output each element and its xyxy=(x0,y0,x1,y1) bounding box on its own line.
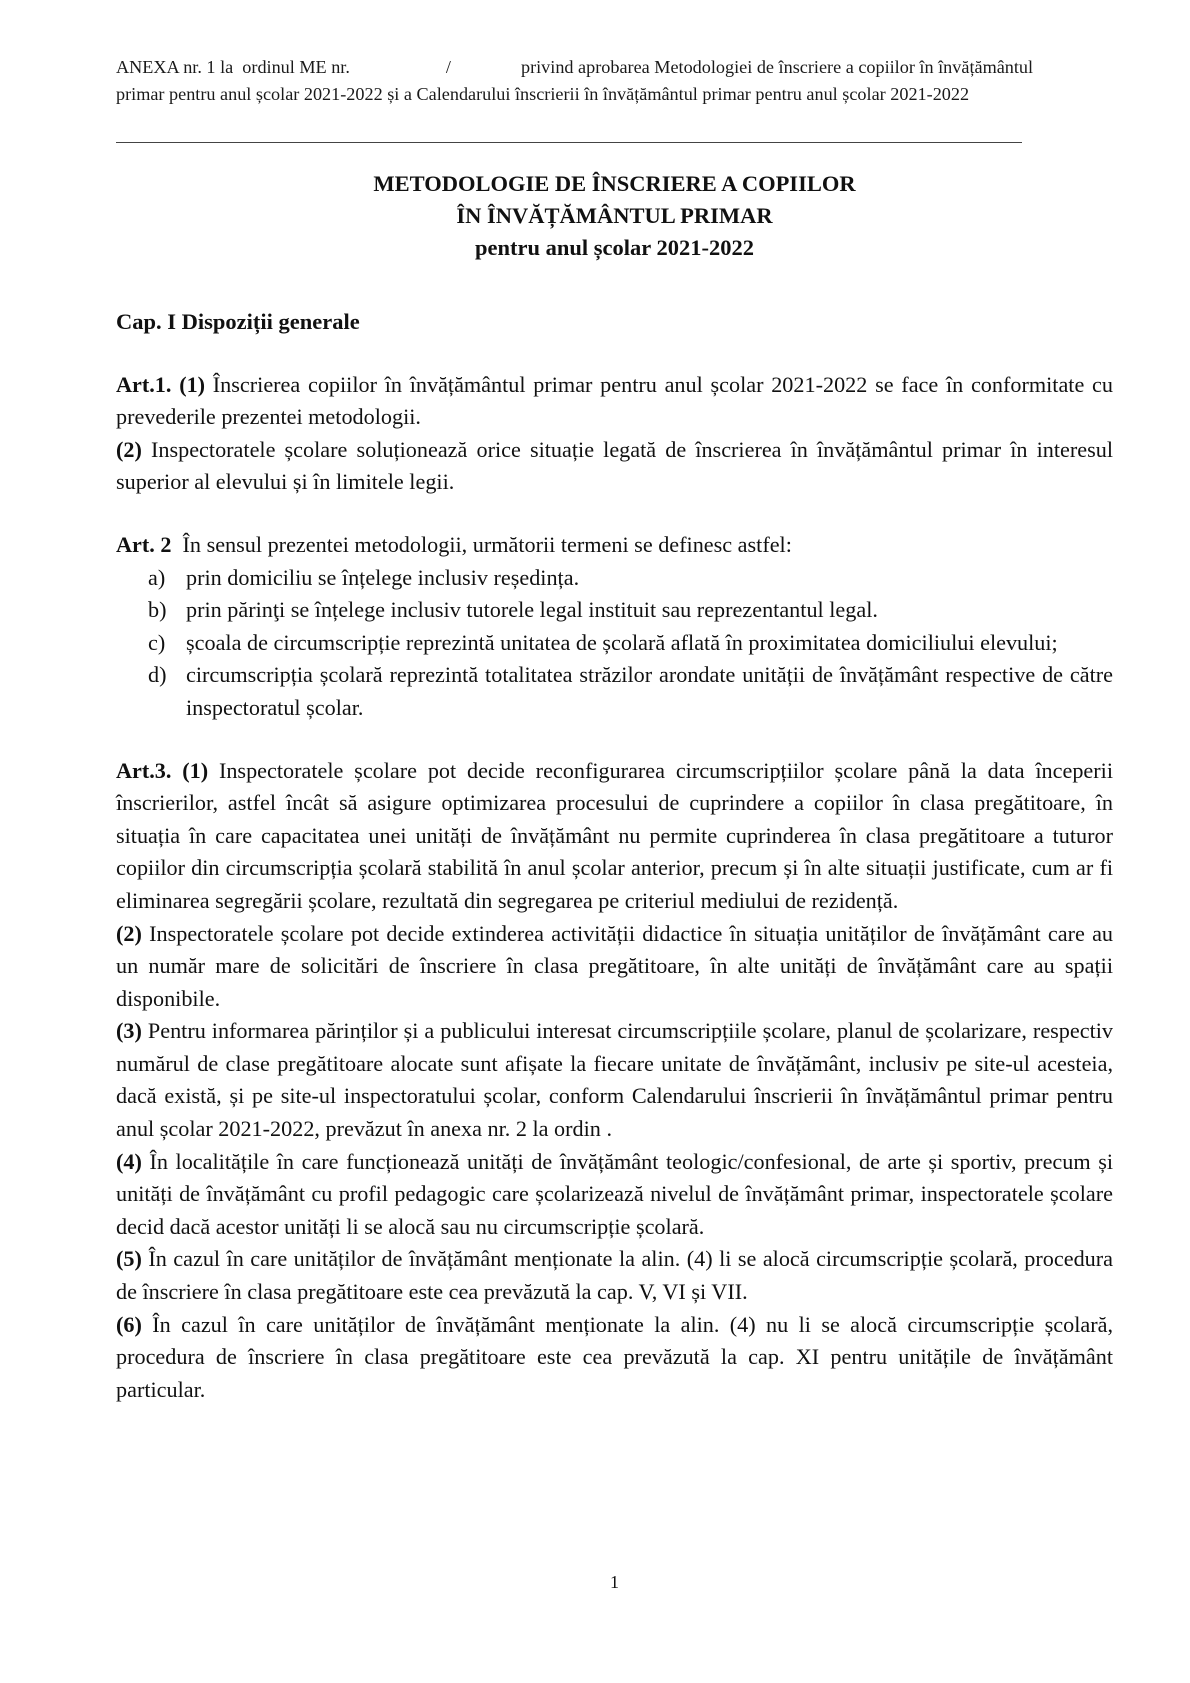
art1-p2-number: (2) xyxy=(116,436,142,462)
art3-p3-text: Pentru informarea părinților și a publicului interesat circumscripțiile școlare, planul de școlarizare, respectiv numărul de clase pregătitoare alocate sunt afișate la fiecare unitate de învățământ, inclusiv pe site-ul acesteia, dacă există, și pe site-ul inspectoratului școlar, conform Calendarului înscrierii în învățământul primar pentru anul școlar 2021-2022, prevăzut în anexa nr. 2 la ordin . xyxy=(116,1018,1114,1142)
art3-paragraph-2 xyxy=(116,918,1113,1016)
list-item xyxy=(116,594,1113,627)
header-subject: privind aprobarea Metodologiei de înscriere a copiilor în învățământul xyxy=(520,57,1034,77)
list-item xyxy=(116,659,1113,724)
page-number: 1 xyxy=(610,1572,619,1592)
document-body xyxy=(116,306,1113,1406)
art3-p2-number: (2) xyxy=(116,920,142,946)
page-header xyxy=(116,54,1116,108)
art1-paragraph-1 xyxy=(116,369,1113,434)
art3-p1-number: (1) xyxy=(182,757,209,783)
art3-p6-text: În cazul în care unităților de învățământ menționate la alin. (4) nu li se alocă circumscripție școlară, procedura de înscriere în clasa pregătitoare este cea prevăzută la cap. XI pentru unitățile de învățământ particular. xyxy=(116,1311,1114,1402)
art3-paragraph-5 xyxy=(116,1243,1113,1308)
header-divider xyxy=(116,142,1022,143)
header-annex-ref: ANEXA nr. 1 la ordinul ME nr. xyxy=(116,57,350,77)
art1-label: Art.1. xyxy=(116,371,172,397)
art3-p2-text: Inspectoratele școlare pot decide extinderea activității didactice în situația unităților de învățământ care au un număr mare de solicitări de înscriere în clasa pregătitoare, în alte unități de învățământ care au spații disponibile. xyxy=(116,920,1114,1011)
art3-p6-number: (6) xyxy=(116,1311,142,1337)
art3-paragraph-4 xyxy=(116,1146,1113,1244)
art3-paragraph-1 xyxy=(116,755,1113,918)
chapter-heading: Cap. I Dispoziții generale xyxy=(116,309,360,334)
art1-paragraph-2 xyxy=(116,434,1113,499)
art2-definitions-list xyxy=(116,562,1113,725)
art3-p5-number: (5) xyxy=(116,1246,142,1272)
list-item-text: prin părinţi se înțelege inclusiv tutorele legal instituit sau reprezentantul legal. xyxy=(186,597,878,623)
header-line-2: primar pentru anul școlar 2021-2022 și a Calendarului înscrierii în învățământul primar pentru anul școlar 2021-2022 xyxy=(116,84,970,104)
art3-label: Art.3. xyxy=(116,757,172,783)
article-2 xyxy=(116,529,1113,725)
art2-intro xyxy=(116,529,1113,562)
art2-intro-text: În sensul prezentei metodologii, următorii termeni se definesc astfel: xyxy=(182,531,792,557)
art3-p4-number: (4) xyxy=(116,1148,142,1174)
title-line-1: METODOLOGIE DE ÎNSCRIERE A COPIILOR xyxy=(373,171,856,196)
list-item-label: c) xyxy=(148,629,166,655)
list-item-label: b) xyxy=(148,597,167,623)
art3-paragraph-6 xyxy=(116,1309,1113,1407)
art3-p3-number: (3) xyxy=(116,1018,142,1044)
header-slash: / xyxy=(445,57,451,77)
art1-p1-text: Înscrierea copiilor în învățământul primar pentru anul școlar 2021-2022 se face în conformitate cu prevederile prezentei metodologii. xyxy=(116,371,1113,430)
list-item-text: circumscripția școlară reprezintă totalitatea străzilor arondate unității de învățământ respective de către inspectoratul școlar. xyxy=(186,662,1113,720)
list-item-label: a) xyxy=(148,564,166,590)
art1-p1-number: (1) xyxy=(179,371,206,397)
list-item xyxy=(116,627,1113,660)
list-item-text: prin domiciliu se înțelege inclusiv reședința. xyxy=(186,564,580,590)
art3-p5-text: În cazul în care unităților de învățământ menționate la alin. (4) li se alocă circumscripție școlară, procedura de înscriere în clasa pregătitoare este cea prevăzută la cap. V, VI și VII. xyxy=(116,1246,1113,1305)
title-line-3: pentru anul școlar 2021-2022 xyxy=(475,235,754,260)
list-item xyxy=(116,562,1113,595)
art3-p1-text: Inspectoratele școlare pot decide reconfigurarea circumscripțiilor școlare până la data începerii înscrierilor, astfel încât să asigure optimizarea procesului de cuprindere a copiilor în clasa pregătitoare, în situația în care capacitatea unei unități de învățământ nu permite cuprinderea în clasa pregătitoare a tuturor copiilor din circumscripția școlară stabilită în anul școlar anterior, precum și în alte situații justificate, cum ar fi eliminarea segregării școlare, rezultată din segregarea pe criteriul mediului de rezidență. xyxy=(116,757,1114,913)
document-title xyxy=(116,168,1113,264)
list-item-label: d) xyxy=(148,662,167,688)
article-3 xyxy=(116,755,1113,1407)
article-1 xyxy=(116,369,1113,499)
art3-p4-text: În localitățile în care funcționează unități de învățământ teologic/confesional, de arte și sportiv, precum și unități de învățământ cu profil pedagogic care școlarizează nivelul de învățământ primar, inspectoratele școlare decid dacă acestor unități li se alocă sau nu circumscripție școlară. xyxy=(116,1148,1113,1239)
list-item-text: școala de circumscripție reprezintă unitatea de școlară aflată în proximitatea domiciliului elevului; xyxy=(186,629,1058,655)
art1-p2-text: Inspectoratele școlare soluționează orice situație legată de înscrierea în învățământul primar în interesul superior al elevului și în limitele legii. xyxy=(116,436,1114,495)
title-line-2: ÎN ÎNVĂȚĂMÂNTUL PRIMAR xyxy=(456,203,773,228)
art2-label: Art. 2 xyxy=(116,531,172,557)
art3-paragraph-3 xyxy=(116,1015,1113,1145)
header-line-1 xyxy=(116,54,1116,81)
